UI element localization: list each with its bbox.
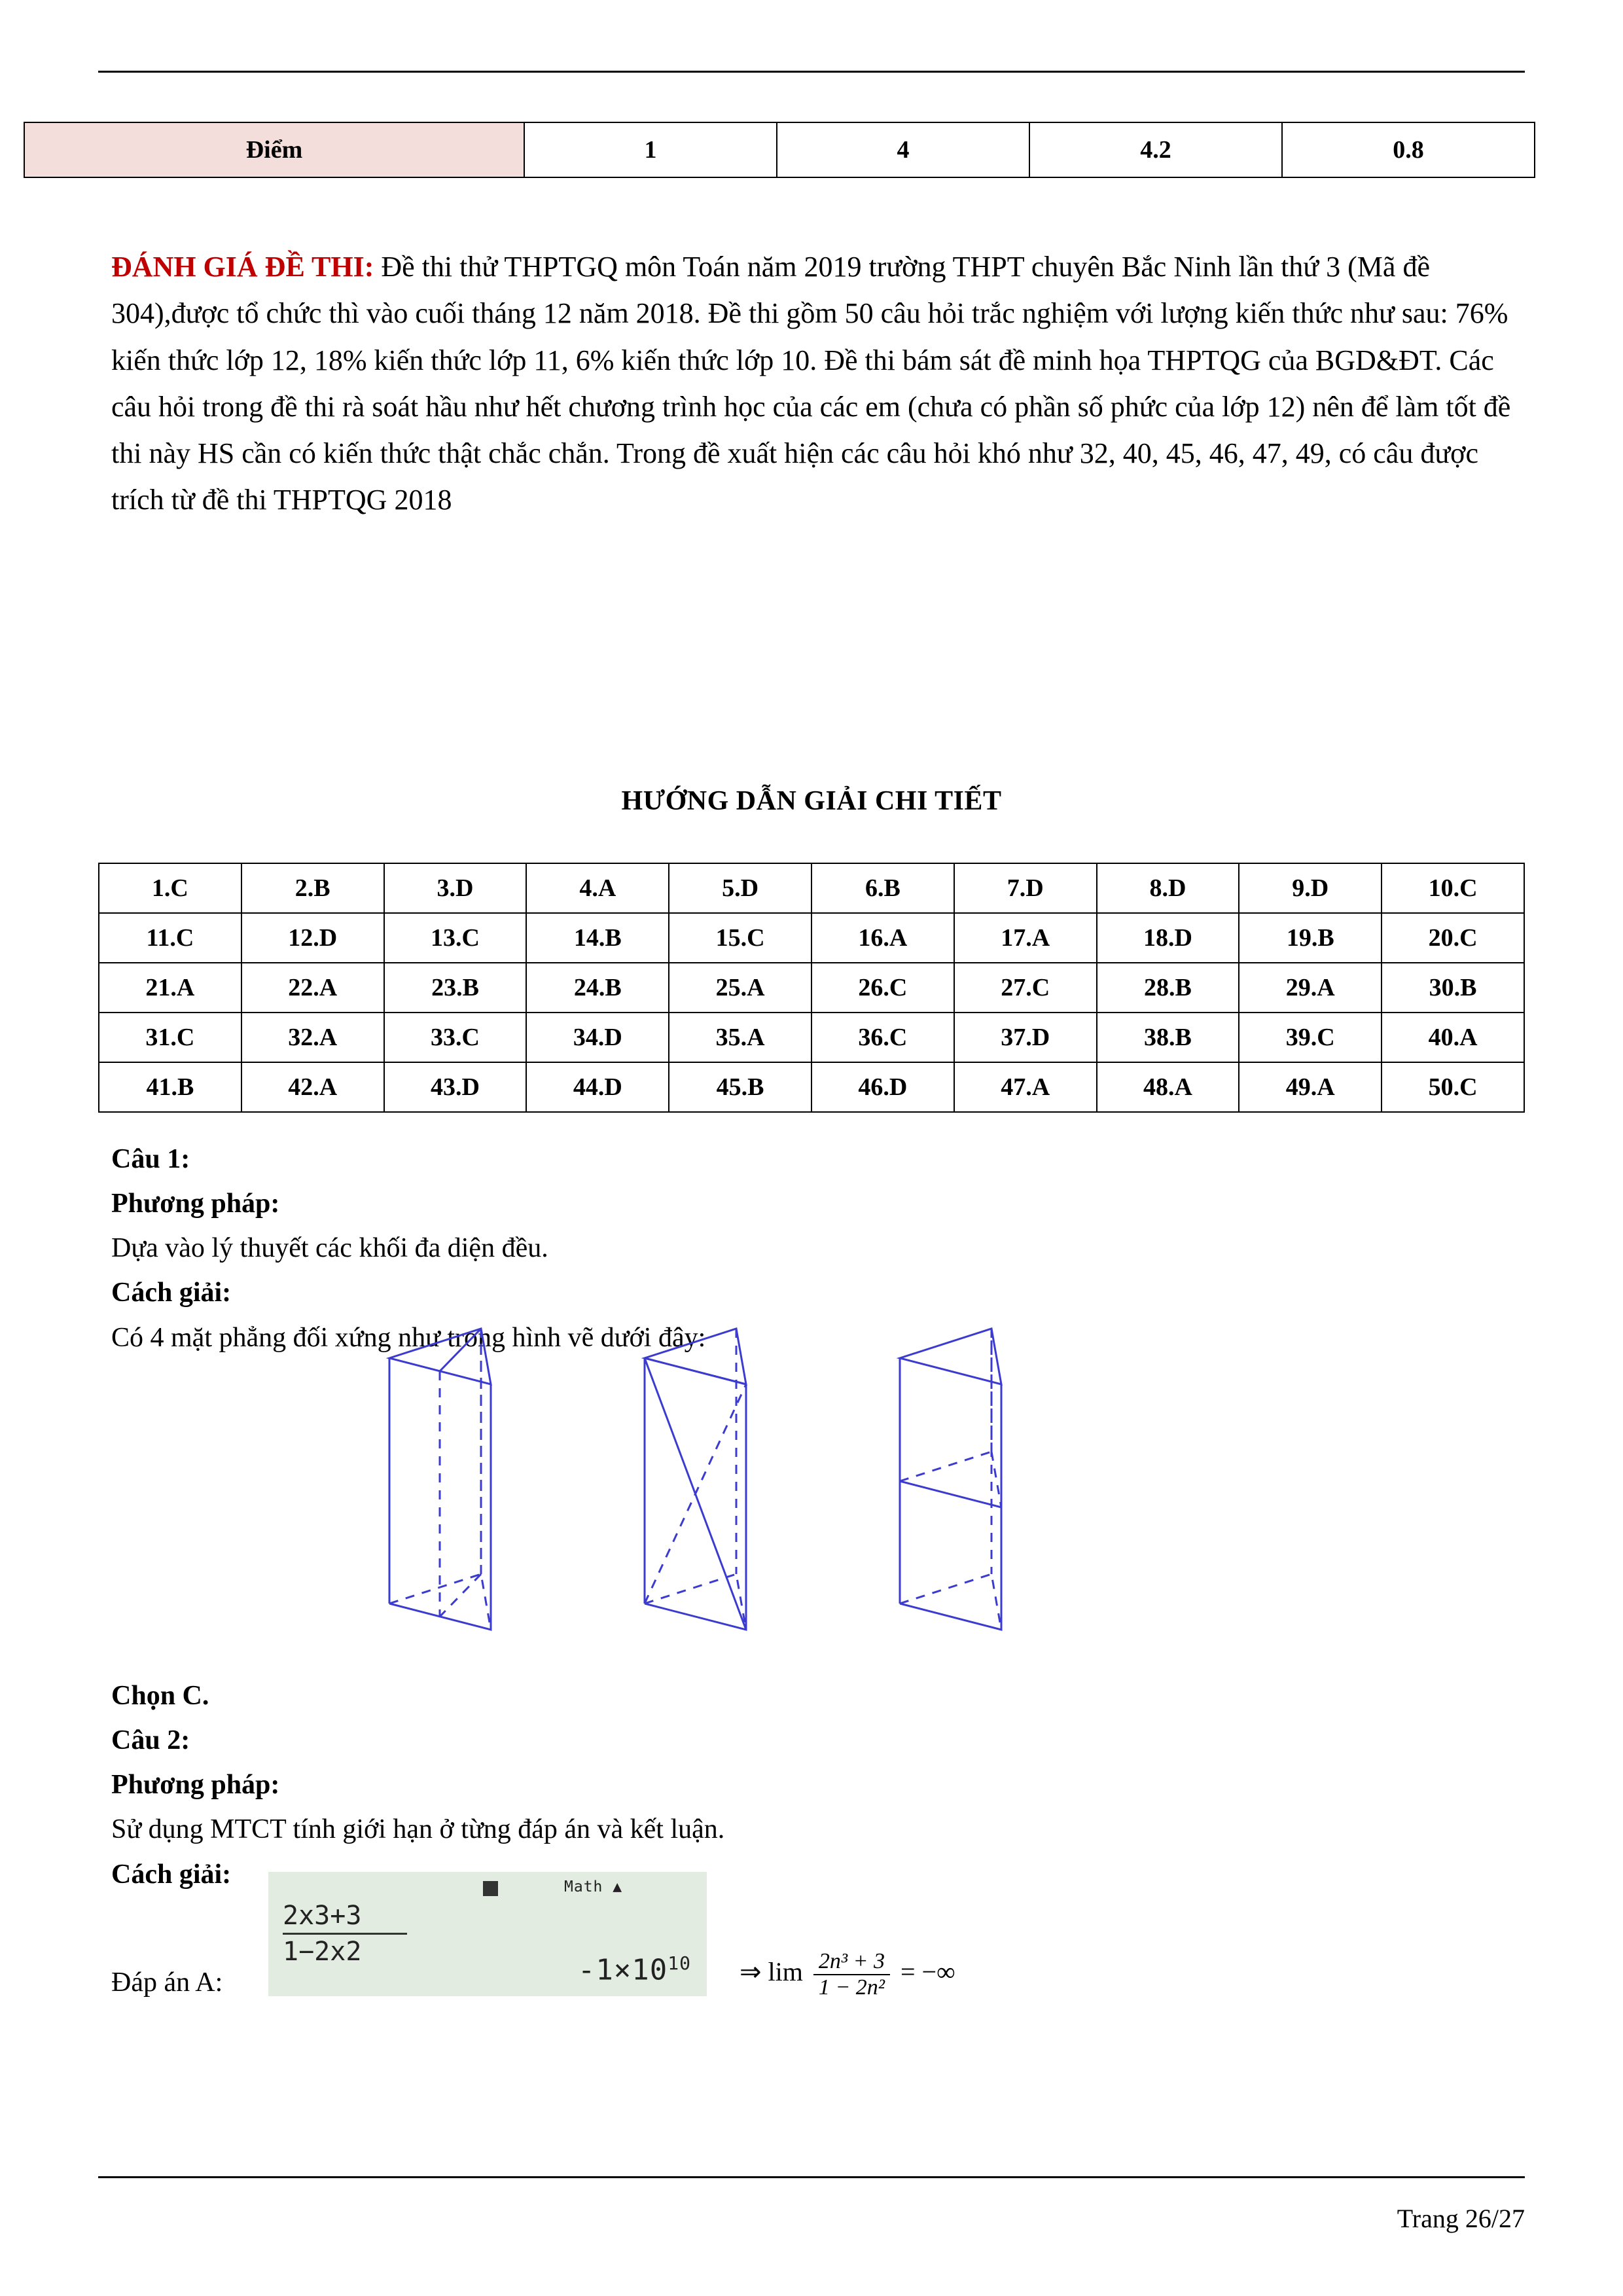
exam-evaluation-paragraph	[111, 243, 1518, 524]
answer-cell: 13.C	[384, 913, 527, 963]
question-1-method-text: Dựa vào lý thuyết các khối đa diện đều.	[111, 1233, 548, 1264]
answer-cell: 6.B	[812, 863, 954, 913]
question-2-title: Câu 2:	[111, 1725, 190, 1756]
table-row	[99, 963, 1524, 1013]
answer-cell: 23.B	[384, 963, 527, 1013]
calculator-screenshot-row	[111, 1872, 1525, 2022]
math-mode-indicator: Math ▲	[564, 1878, 623, 1895]
answer-cell: 2.B	[241, 863, 384, 913]
prism-figure-1	[389, 1329, 491, 1630]
calculator-result	[578, 1952, 691, 1987]
answer-cell: 40.A	[1382, 1013, 1524, 1062]
answer-cell: 1.C	[99, 863, 241, 913]
limit-expression	[740, 1949, 955, 2000]
table-row	[99, 863, 1524, 913]
answer-cell: 22.A	[241, 963, 384, 1013]
answer-cell: 45.B	[669, 1062, 812, 1112]
answer-cell: 20.C	[1382, 913, 1524, 963]
prism-figure-2	[645, 1329, 746, 1630]
page-number: Trang 26/27	[1397, 2204, 1525, 2233]
score-value-cell-2: 4.2	[1029, 122, 1282, 177]
evaluation-keyword: ĐÁNH GIÁ ĐỀ THI:	[111, 251, 374, 283]
answer-cell: 44.D	[526, 1062, 669, 1112]
table-row	[24, 122, 1535, 177]
score-table	[24, 122, 1535, 178]
answer-cell: 15.C	[669, 913, 812, 963]
limit-fraction	[813, 1949, 890, 2000]
answer-cell: 49.A	[1239, 1062, 1382, 1112]
calculator-expression	[283, 1901, 407, 1967]
table-row	[99, 913, 1524, 963]
result-value: -1×10	[577, 1954, 668, 1987]
evaluation-text: Đề thi thử THPTGQ môn Toán năm 2019 trường THPT chuyên Bắc Ninh lần thứ 3 (Mã đề 304),được tổ chức thì vào cuối tháng 12 năm 2018. Đề thi gồm 50 câu hỏi trắc nghiệm với lượng kiến thức như sau: 76% kiến thức lớp 12, 18% kiến thức lớp 11, 6% kiến thức lớp 10. Đề thi bám sát đề minh họa THPTQG của BGD&ĐT. Các câu hỏi trong đề thi rà soát hầu như hết chương trình học của các em (chưa có phần số phức của lớp 12) nên để làm tốt đề thi này HS cần có kiến thức thật chắc chắn. Trong đề xuất hiện các câu hỏi khó như 32, 40, 45, 46, 47, 49, có câu được trích từ đề thi THPTQG 2018	[111, 251, 1511, 516]
answer-cell: 48.A	[1097, 1062, 1240, 1112]
answer-cell: 33.C	[384, 1013, 527, 1062]
answer-cell: 47.A	[954, 1062, 1097, 1112]
answer-cell: 46.D	[812, 1062, 954, 1112]
answer-cell: 19.B	[1239, 913, 1382, 963]
footer-rule	[98, 2176, 1525, 2178]
question-2-block	[111, 1676, 1518, 1899]
answer-cell: 34.D	[526, 1013, 669, 1062]
answer-cell: 50.C	[1382, 1062, 1524, 1112]
question-2-solution-label: Cách giải:	[111, 1859, 232, 1890]
answer-cell: 29.A	[1239, 963, 1382, 1013]
answer-cell: 27.C	[954, 963, 1097, 1013]
answer-cell: 3.D	[384, 863, 527, 913]
question-1-title: Câu 1:	[111, 1144, 190, 1174]
limit-numerator: 2n³ + 3	[818, 1949, 885, 1973]
answer-cell: 30.B	[1382, 963, 1524, 1013]
table-row	[99, 1013, 1524, 1062]
answer-key-table	[98, 863, 1525, 1113]
answer-cell: 8.D	[1097, 863, 1240, 913]
question-1-method-label: Phương pháp:	[111, 1189, 280, 1219]
answer-a-label: Đáp án A:	[111, 1967, 223, 1998]
header-rule	[98, 71, 1525, 73]
answer-cell: 25.A	[669, 963, 812, 1013]
answer-cell: 21.A	[99, 963, 241, 1013]
limit-denominator: 1 − 2n²	[813, 1974, 890, 2000]
answer-cell: 42.A	[241, 1062, 384, 1112]
answer-cell: 26.C	[812, 963, 954, 1013]
score-value-cell-0: 1	[524, 122, 777, 177]
answer-cell: 28.B	[1097, 963, 1240, 1013]
answer-cell: 37.D	[954, 1013, 1097, 1062]
answer-cell: 16.A	[812, 913, 954, 963]
answer-cell: 32.A	[241, 1013, 384, 1062]
answer-cell: 7.D	[954, 863, 1097, 913]
answer-cell: 36.C	[812, 1013, 954, 1062]
answer-cell: 9.D	[1239, 863, 1382, 913]
question-2-method-text: Sử dụng MTCT tính giới hạn ở từng đáp án và kết luận.	[111, 1814, 725, 1845]
answer-cell: 35.A	[669, 1013, 812, 1062]
answer-cell: 11.C	[99, 913, 241, 963]
battery-icon	[483, 1881, 498, 1896]
prism-figure-3	[900, 1329, 1001, 1630]
answer-cell: 12.D	[241, 913, 384, 963]
score-label-cell: Điểm	[24, 122, 524, 177]
answer-cell: 4.A	[526, 863, 669, 913]
expression-denominator: 1−2x2	[283, 1937, 362, 1967]
result-exponent: 10	[668, 1952, 691, 1975]
answer-cell: 43.D	[384, 1062, 527, 1112]
answer-cell: 5.D	[669, 863, 812, 913]
answer-cell: 31.C	[99, 1013, 241, 1062]
score-value-cell-3: 0.8	[1282, 122, 1535, 177]
answer-cell: 14.B	[526, 913, 669, 963]
answer-cell: 24.B	[526, 963, 669, 1013]
calculator-status-bar	[268, 1878, 707, 1898]
score-value-cell-1: 4	[777, 122, 1029, 177]
answer-cell: 38.B	[1097, 1013, 1240, 1062]
answer-cell: 41.B	[99, 1062, 241, 1112]
answer-cell: 10.C	[1382, 863, 1524, 913]
prism-figure-svg	[366, 1322, 1283, 1649]
question-2-method-label: Phương pháp:	[111, 1770, 280, 1801]
answer-cell: 39.C	[1239, 1013, 1382, 1062]
answer-cell: 17.A	[954, 913, 1097, 963]
table-row	[99, 1062, 1524, 1112]
question-1-solution-text: Có 4 mặt phẳng đối xứng như trong hình vẽ dưới đây:	[111, 1322, 706, 1353]
calculator-screen	[268, 1872, 707, 1996]
limit-value: = −∞	[901, 1957, 955, 1987]
prism-symmetry-figures	[366, 1322, 1283, 1649]
question-1-solution-label: Cách giải:	[111, 1278, 232, 1308]
fraction-bar	[283, 1933, 407, 1935]
answer-cell: 18.D	[1097, 913, 1240, 963]
limit-prefix: ⇒ lim	[740, 1957, 803, 1987]
page-title: HƯỚNG DẪN GIẢI CHI TIẾT	[621, 786, 1002, 816]
expression-numerator: 2x3+3	[283, 1901, 362, 1931]
question-1-answer: Chọn C.	[111, 1681, 209, 1711]
